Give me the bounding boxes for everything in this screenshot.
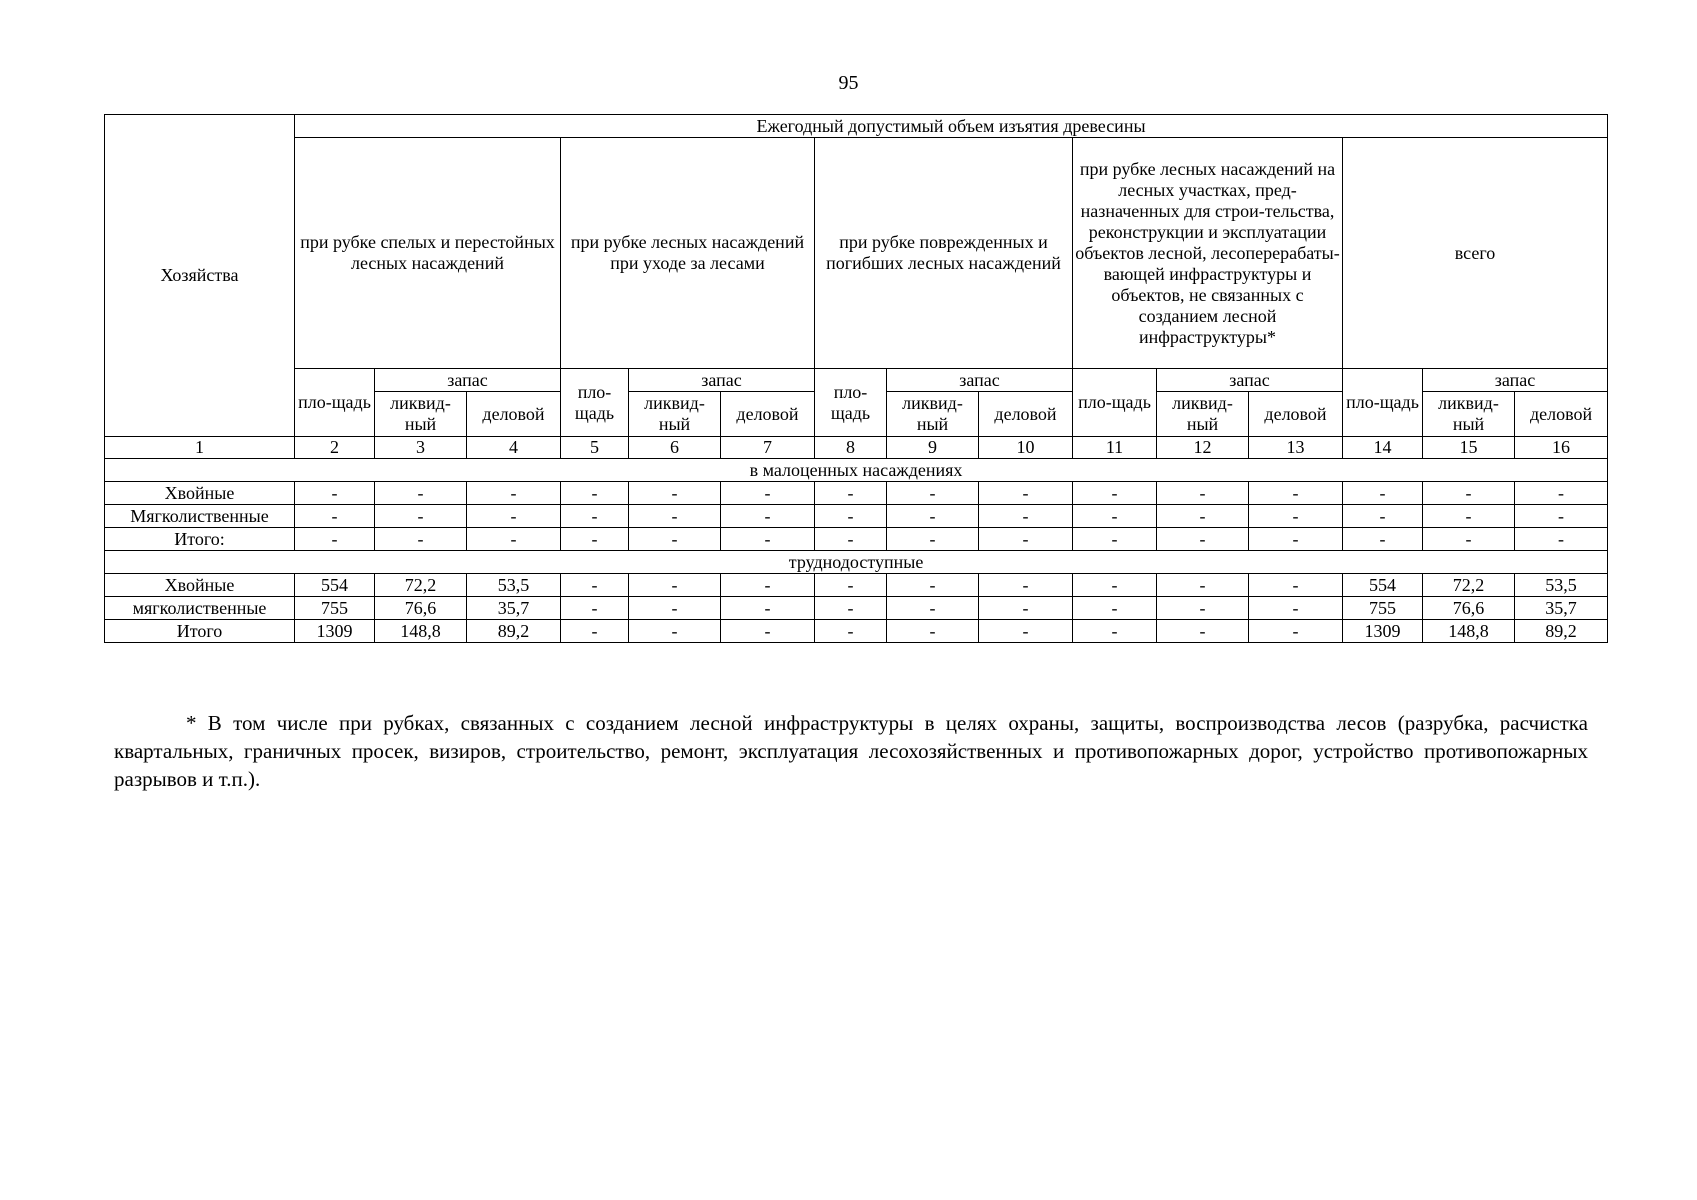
table-cell: - <box>815 482 887 505</box>
header-group-total: всего <box>1343 138 1608 369</box>
header-group-thinning: при рубке лесных насаждений при уходе за лесами <box>561 138 815 369</box>
table-cell: - <box>629 505 721 528</box>
table-cell: - <box>295 528 375 551</box>
table-cell: - <box>1343 528 1423 551</box>
table-cell: - <box>375 482 467 505</box>
table-cell: - <box>1515 505 1608 528</box>
table-cell: - <box>721 482 815 505</box>
column-number: 11 <box>1073 437 1157 459</box>
table-cell: - <box>1073 574 1157 597</box>
table-cell: 89,2 <box>467 620 561 643</box>
column-number: 2 <box>295 437 375 459</box>
table-cell: - <box>1157 574 1249 597</box>
table-cell: - <box>1249 574 1343 597</box>
table-cell: 53,5 <box>1515 574 1608 597</box>
table-cell: - <box>1073 620 1157 643</box>
table-cell: - <box>1515 482 1608 505</box>
table-cell: - <box>1073 597 1157 620</box>
column-number: 3 <box>375 437 467 459</box>
header-stock: запас <box>1157 369 1343 392</box>
column-number: 7 <box>721 437 815 459</box>
row-name: Хвойные <box>105 574 295 597</box>
table-row <box>105 574 1608 597</box>
table-cell: - <box>1423 482 1515 505</box>
table-cell: - <box>467 528 561 551</box>
table-cell: - <box>1073 528 1157 551</box>
header-stock: запас <box>887 369 1073 392</box>
table-cell: - <box>1157 482 1249 505</box>
table-cell: - <box>979 620 1073 643</box>
section-row <box>105 551 1608 574</box>
header-group-infrastructure: при рубке лесных насаждений на лесных участках, пред-назначенных для строи-тельства, реконструкции и эксплуатации объектов лесной, лесоперерабаты-вающей инфраструктуры и объектов, не связанных с созданием лесной инфраструктуры* <box>1073 138 1343 369</box>
table-cell: - <box>721 597 815 620</box>
table-cell: - <box>887 482 979 505</box>
table-cell: 554 <box>1343 574 1423 597</box>
table-cell: - <box>1157 597 1249 620</box>
table-cell: - <box>467 505 561 528</box>
table-cell: - <box>561 482 629 505</box>
table-cell: - <box>979 528 1073 551</box>
row-name: Хвойные <box>105 482 295 505</box>
row-name: Мягколиственные <box>105 505 295 528</box>
table-cell: - <box>1515 528 1608 551</box>
table-cell: - <box>887 505 979 528</box>
column-number: 10 <box>979 437 1073 459</box>
table-cell: - <box>1073 482 1157 505</box>
table-cell: - <box>815 597 887 620</box>
table-cell: - <box>721 574 815 597</box>
table-cell: - <box>1157 528 1249 551</box>
table-cell: - <box>721 620 815 643</box>
table-cell: - <box>1423 505 1515 528</box>
table-cell: - <box>1249 482 1343 505</box>
table-row <box>105 482 1608 505</box>
table-cell: - <box>1157 505 1249 528</box>
table-cell: - <box>979 505 1073 528</box>
table-cell: - <box>467 482 561 505</box>
table-cell: 76,6 <box>375 597 467 620</box>
table-cell: - <box>1249 505 1343 528</box>
table-cell: - <box>887 620 979 643</box>
table-cell: - <box>295 482 375 505</box>
table-body <box>105 115 1608 643</box>
column-number: 13 <box>1249 437 1343 459</box>
table-cell: - <box>887 528 979 551</box>
table-cell: - <box>629 482 721 505</box>
column-number: 6 <box>629 437 721 459</box>
table-cell: - <box>629 620 721 643</box>
footnote: * В том числе при рубках, связанных с созданием лесной инфраструктуры в целях охраны, защиты, воспроизводства лесов (разрубка, расчистка квартальных, граничных просек, визиров, строительство, ремонт, эксплуатация лесохозяйственных и противопожарных дорог, устройство противопожарных разрывов и т.п.). <box>114 711 1588 791</box>
column-number: 9 <box>887 437 979 459</box>
table-cell: 53,5 <box>467 574 561 597</box>
header-title: Ежегодный допустимый объем изъятия древесины <box>295 115 1608 138</box>
header-business: деловой <box>979 392 1073 437</box>
header-liquid: ликвид-ный <box>375 392 467 437</box>
header-area: пло-щадь <box>295 369 375 437</box>
header-group-mature: при рубке спелых и перестойных лесных насаждений <box>295 138 561 369</box>
table-cell: 755 <box>295 597 375 620</box>
table-row <box>105 505 1608 528</box>
page-number: 95 <box>838 72 859 94</box>
header-stock: запас <box>375 369 561 392</box>
table-cell: - <box>887 574 979 597</box>
table-cell: - <box>1343 482 1423 505</box>
table-cell: - <box>1343 505 1423 528</box>
table-cell: - <box>1249 528 1343 551</box>
table-cell: - <box>979 574 1073 597</box>
table-cell: 1309 <box>295 620 375 643</box>
row-name: мягколиственные <box>105 597 295 620</box>
table-cell: - <box>561 505 629 528</box>
header-business: деловой <box>1249 392 1343 437</box>
table-cell: - <box>979 597 1073 620</box>
table-cell: 554 <box>295 574 375 597</box>
column-number: 16 <box>1515 437 1608 459</box>
table-cell: - <box>815 505 887 528</box>
table-cell: - <box>815 574 887 597</box>
table-cell: - <box>1157 620 1249 643</box>
timber-harvest-table <box>104 114 1608 643</box>
header-area: пло-щадь <box>815 369 887 437</box>
section-row <box>105 459 1608 482</box>
table-cell: 148,8 <box>375 620 467 643</box>
column-number: 15 <box>1423 437 1515 459</box>
section-title: труднодоступные <box>105 551 1608 574</box>
table-cell: - <box>815 620 887 643</box>
table-cell: - <box>1423 528 1515 551</box>
table-cell: 72,2 <box>1423 574 1515 597</box>
column-number: 8 <box>815 437 887 459</box>
header-liquid: ликвид-ный <box>1157 392 1249 437</box>
table-cell: 89,2 <box>1515 620 1608 643</box>
column-number-row <box>105 437 1608 459</box>
header-area: пло-щадь <box>1343 369 1423 437</box>
table-cell: - <box>561 574 629 597</box>
header-liquid: ликвид-ный <box>629 392 721 437</box>
table-cell: - <box>561 597 629 620</box>
table-cell: 35,7 <box>1515 597 1608 620</box>
column-number: 5 <box>561 437 629 459</box>
header-liquid: ликвид-ный <box>1423 392 1515 437</box>
column-number: 1 <box>105 437 295 459</box>
header-area: пло-щадь <box>561 369 629 437</box>
table-cell: - <box>561 528 629 551</box>
header-area: пло-щадь <box>1073 369 1157 437</box>
table-cell: - <box>721 505 815 528</box>
row-name: Итого <box>105 620 295 643</box>
header-stock: запас <box>629 369 815 392</box>
table-cell: - <box>721 528 815 551</box>
table-cell: - <box>375 505 467 528</box>
table-cell: - <box>1249 597 1343 620</box>
column-number: 4 <box>467 437 561 459</box>
table-cell: 76,6 <box>1423 597 1515 620</box>
table-cell: - <box>979 482 1073 505</box>
table-cell: 35,7 <box>467 597 561 620</box>
table-cell: 148,8 <box>1423 620 1515 643</box>
table-cell: - <box>815 528 887 551</box>
header-business: деловой <box>467 392 561 437</box>
table-cell: 1309 <box>1343 620 1423 643</box>
header-business: деловой <box>1515 392 1608 437</box>
table-cell: - <box>1073 505 1157 528</box>
column-number: 14 <box>1343 437 1423 459</box>
header-owner: Хозяйства <box>105 115 295 437</box>
table-cell: - <box>561 620 629 643</box>
header-group-damaged: при рубке поврежденных и погибших лесных насаждений <box>815 138 1073 369</box>
table-cell: - <box>1249 620 1343 643</box>
header-business: деловой <box>721 392 815 437</box>
section-title: в малоценных насаждениях <box>105 459 1608 482</box>
table-cell: - <box>629 528 721 551</box>
table-row <box>105 597 1608 620</box>
header-stock: запас <box>1423 369 1608 392</box>
table-cell: - <box>887 597 979 620</box>
column-number: 12 <box>1157 437 1249 459</box>
table-cell: - <box>629 597 721 620</box>
table-cell: - <box>375 528 467 551</box>
table-row <box>105 620 1608 643</box>
header-liquid: ликвид-ный <box>887 392 979 437</box>
table-cell: - <box>629 574 721 597</box>
table-row <box>105 528 1608 551</box>
table-cell: 72,2 <box>375 574 467 597</box>
row-name: Итого: <box>105 528 295 551</box>
table-cell: 755 <box>1343 597 1423 620</box>
table-cell: - <box>295 505 375 528</box>
